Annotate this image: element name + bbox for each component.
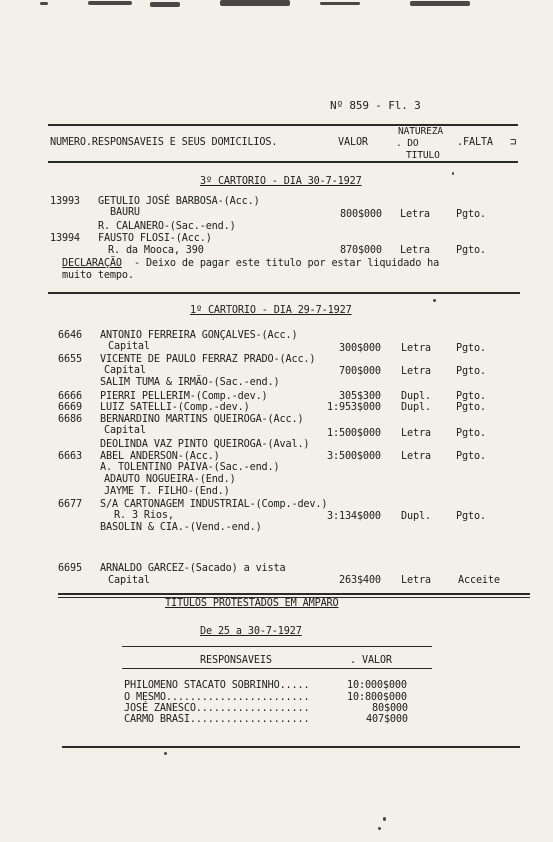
entry-number: 6663 <box>58 451 82 462</box>
entry-valor: 3:500$000 <box>327 451 381 462</box>
scan-smudge <box>88 1 132 5</box>
entry-valor: 3:134$000 <box>327 511 381 522</box>
entry-text: LUIZ SATELLI-(Comp.-dev.) <box>100 402 250 413</box>
header-top-rule <box>48 124 518 126</box>
header-bottom-rule <box>48 161 518 163</box>
entry-text: VICENTE DE PAULO FERRAZ PRADO-(Acc.) <box>100 354 316 365</box>
column-falta: .FALTA <box>457 137 493 148</box>
scan-smudge <box>320 2 360 5</box>
column-natureza-line1: NATUREZA <box>398 126 444 137</box>
column-natureza-line3: TITULO <box>406 150 440 161</box>
row-falta: Pgto. <box>456 209 486 220</box>
declaracao-continuation: muito tempo. <box>62 270 134 281</box>
cut-off-mark: ⊐ <box>510 137 516 148</box>
scan-smudge <box>220 0 290 6</box>
entry-number: 6695 <box>58 563 82 574</box>
ink-dot <box>378 827 381 830</box>
entry-text: BASOLIN & CIA.-(Vend.-end.) <box>100 522 262 533</box>
row-number: 13994 <box>50 233 80 244</box>
amparo-row-valor: 10:800$000 <box>347 692 407 703</box>
ink-dot <box>452 172 454 175</box>
bottom-rule <box>62 746 520 748</box>
entry-number: 6686 <box>58 414 82 425</box>
entry-text: Capital <box>104 365 146 376</box>
entry-valor: 300$000 <box>339 343 381 354</box>
entry-text: ADAUTO NOGUEIRA-(End.) <box>104 474 236 485</box>
row-responsavel: GETULIO JOSÉ BARBOSA-(Acc.) <box>98 196 260 207</box>
row-domicilio: BAURU <box>110 207 140 218</box>
entry-text: JAYME T. FILHO-(End.) <box>104 486 230 497</box>
row-domicilio: R. da Mooca, 390 <box>108 245 204 256</box>
row-valor: 870$000 <box>340 245 382 256</box>
entry-text: DEOLINDA VAZ PINTO QUEIROGA-(Aval.) <box>100 439 310 450</box>
entry-text: R. 3 Rios, <box>114 510 174 521</box>
row-responsavel: FAUSTO FLOSI-(Acc.) <box>98 233 212 244</box>
page-reference: Nº 859 - Fl. 3 <box>330 99 421 112</box>
entry-valor: 700$000 <box>339 366 381 377</box>
row-natureza: Letra <box>400 209 430 220</box>
ink-dot <box>383 817 386 821</box>
entry-natureza: Letra <box>401 343 431 354</box>
entry-falta: Acceite <box>458 575 500 586</box>
entry-text: Capital <box>108 575 150 586</box>
entry-text: BERNARDINO MARTINS QUEIROGA-(Acc.) <box>100 414 304 425</box>
row-number: 13993 <box>50 196 80 207</box>
amparo-row-valor: 10:000$000 <box>347 680 407 691</box>
entry-text: ARNALDO GARCEZ-(Sacado) a vista <box>100 563 286 574</box>
entry-falta: Pgto. <box>456 366 486 377</box>
entry-falta: Pgto. <box>456 402 486 413</box>
section-divider <box>58 593 530 595</box>
table-top-rule <box>122 646 432 647</box>
entry-natureza: Letra <box>401 428 431 439</box>
column-responsaveis: RESPONSAVEIS <box>200 655 272 666</box>
column-natureza-line2: . DO <box>396 138 419 149</box>
section1-title: 3º CARTORIO - DIA 30-7-1927 <box>200 176 362 187</box>
section-divider <box>48 292 520 294</box>
section2-title: 1º CARTORIO - DIA 29-7-1927 <box>190 305 352 316</box>
scan-smudge <box>150 2 180 7</box>
entry-falta: Pgto. <box>456 428 486 439</box>
entry-number: 6646 <box>58 330 82 341</box>
column-numero-responsaveis: NUMERO.RESPONSAVEIS E SEUS DOMICILIOS. <box>50 137 278 148</box>
entry-number: 6655 <box>58 354 82 365</box>
entry-natureza: Dupl. <box>401 511 431 522</box>
entry-text: Capital <box>108 341 150 352</box>
entry-valor: 305$300 <box>339 391 381 402</box>
entry-natureza: Letra <box>401 575 431 586</box>
ink-dot <box>433 299 436 302</box>
entry-falta: Pgto. <box>456 391 486 402</box>
amparo-row-nome: CARMO BRASI.................... <box>124 714 310 725</box>
amparo-row-nome: JOSÉ ZANESCO................... <box>124 703 310 714</box>
amparo-row-valor: 407$000 <box>366 714 408 725</box>
amparo-subtitle: De 25 a 30-7-1927 <box>200 626 302 637</box>
amparo-title: TITULOS PROTESTADOS EM AMPARO <box>165 598 339 609</box>
row-valor: 800$000 <box>340 209 382 220</box>
entry-falta: Pgto. <box>456 343 486 354</box>
entry-text: PIERRI PELLERIM-(Comp.-dev.) <box>100 391 268 402</box>
declaracao-text: - Deixo de pagar este titulo por estar liquidado ha <box>134 258 440 269</box>
entry-natureza: Letra <box>401 451 431 462</box>
amparo-row-nome: O MESMO........................ <box>124 692 310 703</box>
row-sacador: R. CALANERO-(Sac.-end.) <box>98 221 236 232</box>
scan-smudge <box>410 1 470 6</box>
entry-valor: 263$400 <box>339 575 381 586</box>
column-valor: VALOR <box>338 137 368 148</box>
entry-text: S/A CARTONAGEM INDUSTRIAL-(Comp.-dev.) <box>100 499 328 510</box>
entry-text: A. TOLENTINO PAIVA-(Sac.-end.) <box>100 462 280 473</box>
entry-falta: Pgto. <box>456 511 486 522</box>
row-falta: Pgto. <box>456 245 486 256</box>
table-header-rule <box>122 668 432 669</box>
amparo-row-valor: 80$000 <box>372 703 408 714</box>
ink-dot <box>164 752 167 755</box>
entry-text: SALIM TUMA & IRMÃO-(Sac.-end.) <box>100 377 280 388</box>
column-valor: . VALOR <box>350 655 392 666</box>
declaracao-label: DECLARAÇÃO <box>62 258 122 269</box>
entry-natureza: Dupl. <box>401 391 431 402</box>
entry-number: 6677 <box>58 499 82 510</box>
amparo-row-nome: PHILOMENO STACATO SOBRINHO..... <box>124 680 310 691</box>
entry-natureza: Letra <box>401 366 431 377</box>
entry-text: Capital <box>104 425 146 436</box>
entry-text: ANTONIO FERREIRA GONÇALVES-(Acc.) <box>100 330 298 341</box>
entry-falta: Pgto. <box>456 451 486 462</box>
scan-smudge <box>40 2 48 5</box>
entry-natureza: Dupl. <box>401 402 431 413</box>
entry-valor: 1:500$000 <box>327 428 381 439</box>
entry-valor: 1:953$000 <box>327 402 381 413</box>
entry-number: 6669 <box>58 402 82 413</box>
row-natureza: Letra <box>400 245 430 256</box>
entry-number: 6666 <box>58 391 82 402</box>
entry-text: ABEL ANDERSON-(Acc.) <box>100 451 220 462</box>
